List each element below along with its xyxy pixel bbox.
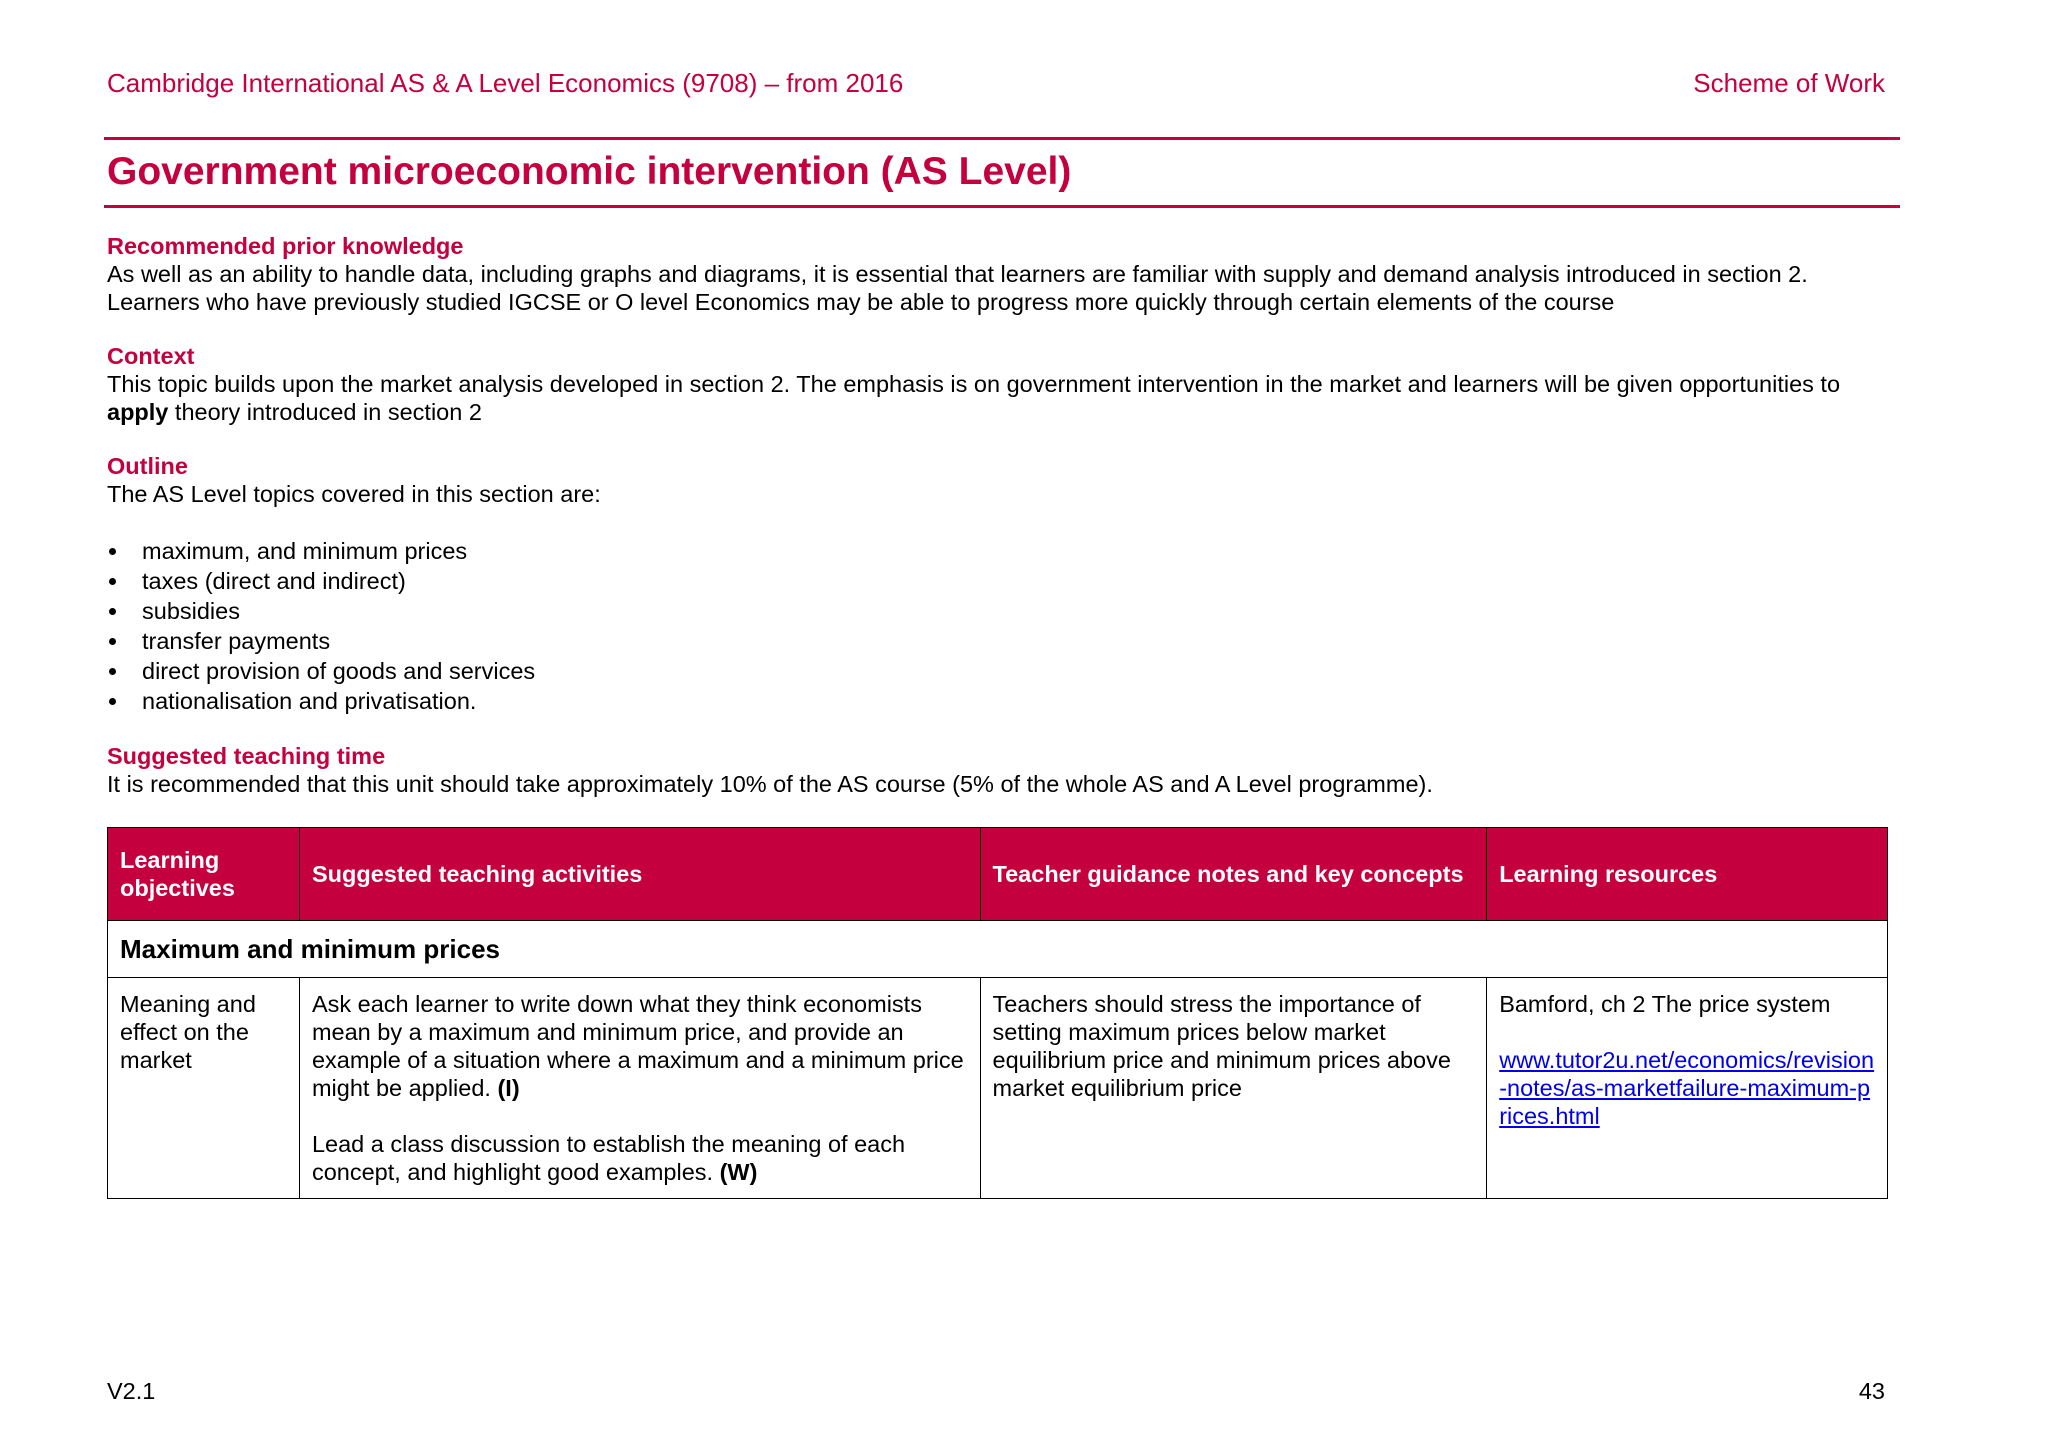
running-header-section: Scheme of Work — [1693, 68, 1885, 98]
activity-paragraph: Lead a class discussion to establish the meaning of each concept, and highlight good examples. (W) — [311, 1131, 906, 1185]
resources-cell — [1487, 978, 1888, 1199]
table-section-row — [108, 921, 1888, 978]
activity-paragraph: Ask each learner to write down what they think economists mean by a maximum and minimum price, and provide an example of a situation where a maximum and a minimum price might be applied. (I) — [311, 991, 964, 1101]
teaching-time-heading: Suggested teaching time — [107, 743, 386, 769]
teaching-time-text: It is recommended that this unit should take approximately 10% of the AS course (5% of the whole AS and A Level programme). — [107, 771, 1433, 797]
context-text — [107, 370, 1897, 426]
outline-intro: The AS Level topics covered in this section are: — [107, 481, 601, 507]
intro-content — [107, 232, 1897, 824]
resource-link[interactable]: www.tutor2u.net/economics/revision-notes/as-marketfailure-maximum-prices.html — [1499, 1047, 1875, 1129]
table-row — [108, 978, 1888, 1199]
outline-list — [107, 536, 1897, 716]
resource-reference: Bamford, ch 2 The price system — [1499, 991, 1831, 1017]
context-text-start: This topic builds upon the market analysis developed in section 2. The emphasis is on government intervention in the market and learners will be given opportunities to — [107, 371, 1841, 397]
title-rule-bottom — [104, 205, 1900, 208]
context-text-end: theory introduced in section 2 — [168, 399, 482, 425]
bullet-icon — [109, 578, 116, 585]
bullet-icon — [109, 638, 116, 645]
footer-version: V2.1 — [107, 1378, 156, 1404]
prior-knowledge-section — [107, 232, 1897, 316]
column-header-resources: Learning resources — [1487, 828, 1888, 921]
list-item: maximum, and minimum prices — [107, 536, 1897, 566]
list-item: taxes (direct and indirect) — [107, 566, 1897, 596]
running-header-title: Cambridge International AS & A Level Economics (9708) – from 2016 — [107, 68, 904, 98]
page-title: Government microeconomic intervention (AS Level) — [107, 150, 1072, 193]
context-heading: Context — [107, 343, 195, 369]
scheme-of-work-table — [107, 827, 1888, 1199]
column-header-guidance: Teacher guidance notes and key concepts — [980, 828, 1487, 921]
outline-section — [107, 452, 1897, 716]
activity-tag: (I) — [497, 1075, 520, 1101]
context-text-emphasis: apply — [107, 399, 169, 425]
column-header-activities: Suggested teaching activities — [299, 828, 980, 921]
bullet-icon — [109, 548, 116, 555]
table-section-title: Maximum and minimum prices — [108, 921, 1888, 978]
list-item: direct provision of goods and services — [107, 656, 1897, 686]
page-number: 43 — [1858, 1378, 1885, 1404]
table-header-row — [108, 828, 1888, 921]
outline-heading: Outline — [107, 453, 188, 479]
bullet-icon — [109, 668, 116, 675]
column-header-objectives: Learning objectives — [108, 828, 300, 921]
list-item: nationalisation and privatisation. — [107, 686, 1897, 716]
list-item: subsidies — [107, 596, 1897, 626]
activity-tag: (W) — [719, 1159, 758, 1185]
prior-knowledge-text: As well as an ability to handle data, including graphs and diagrams, it is essential that learners are familiar with supply and demand analysis introduced in section 2. Learners who have previously studied IGCSE or O level Economics may be able to progress more quickly through certain elements of the course — [107, 261, 1808, 315]
prior-knowledge-heading: Recommended prior knowledge — [107, 233, 464, 259]
teaching-time-section — [107, 742, 1897, 798]
bullet-icon — [109, 608, 116, 615]
activities-cell — [299, 978, 980, 1199]
objective-cell: Meaning and effect on the market — [108, 978, 300, 1199]
guidance-cell: Teachers should stress the importance of setting maximum prices below market equilibrium price and minimum prices above market equilibrium price — [980, 978, 1487, 1199]
title-rule-top — [104, 137, 1900, 140]
list-item: transfer payments — [107, 626, 1897, 656]
bullet-icon — [109, 698, 116, 705]
context-section — [107, 342, 1897, 426]
